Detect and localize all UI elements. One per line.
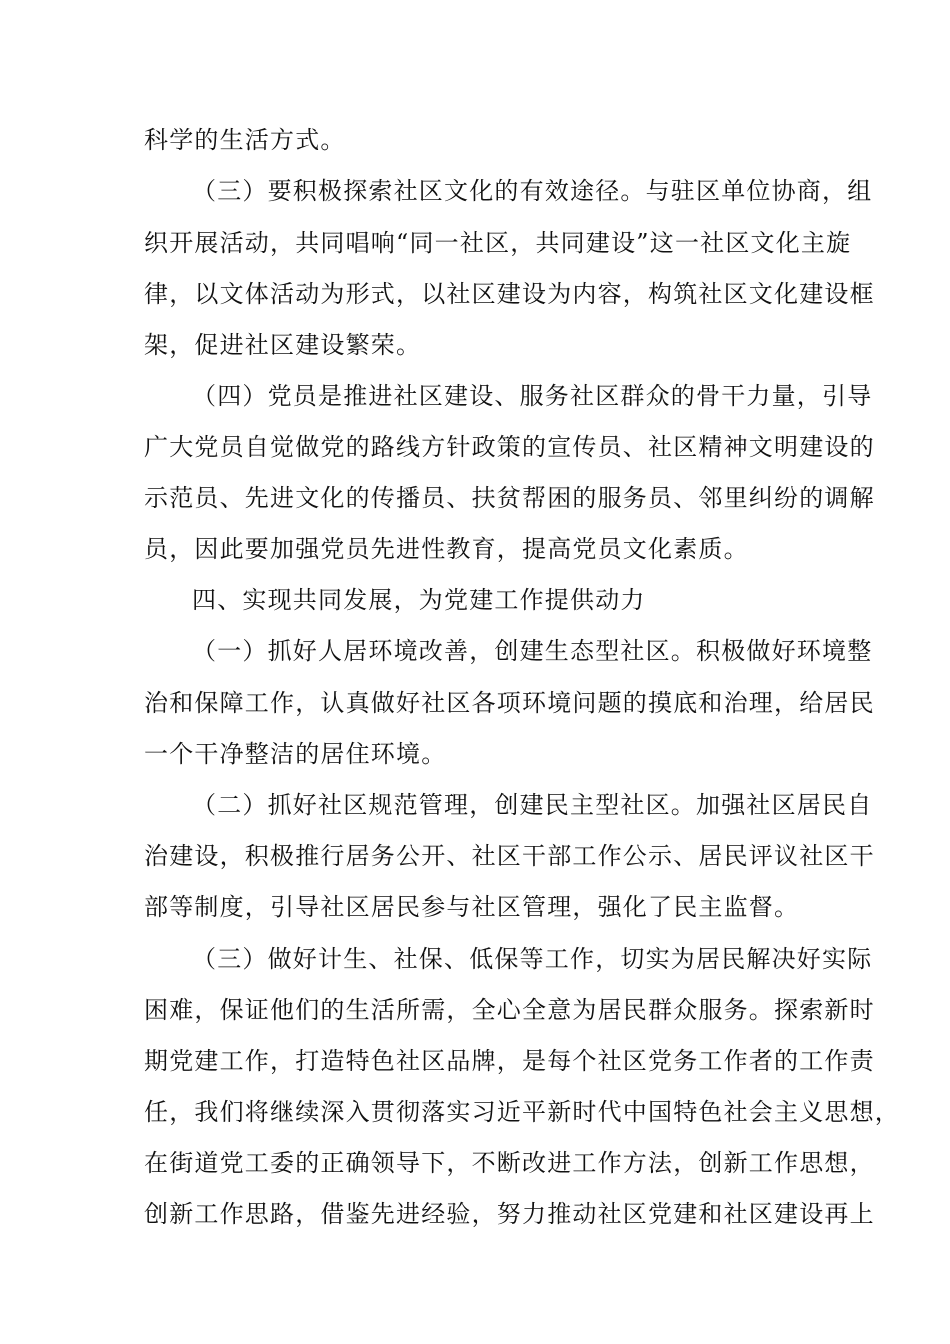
text-line: 一个干净整洁的居住环境。 <box>144 740 447 768</box>
text-line: 治和保障工作，认真做好社区各项环境问题的摸底和治理，给居民 <box>144 689 875 717</box>
text-line: 科学的生活方式。 <box>144 126 346 154</box>
text-line: 在街道党工委的正确领导下，不断改进工作方法，创新工作思想， <box>144 1149 875 1177</box>
text-line: 广大党员自觉做党的路线方针政策的宣传员、社区精神文明建设的 <box>144 433 875 461</box>
text-line: （一）抓好人居环境改善，创建生态型社区。积极做好环境整 <box>192 637 873 665</box>
text-line: 示范员、先进文化的传播员、扶贫帮困的服务员、邻里纠纷的调解 <box>144 484 875 512</box>
text-line: 员，因此要加强党员先进性教育，提高党员文化素质。 <box>144 535 749 563</box>
text-line: 律，以文体活动为形式，以社区建设为内容，构筑社区文化建设框 <box>144 280 875 308</box>
text-line: （三）做好计生、社保、低保等工作，切实为居民解决好实际 <box>192 945 873 973</box>
section-heading: 四、实现共同发展，为党建工作提供动力 <box>192 586 646 614</box>
text-line: 困难，保证他们的生活所需，全心全意为居民群众服务。探索新时 <box>144 996 875 1024</box>
text-line: （四）党员是推进社区建设、服务社区群众的骨干力量，引导 <box>192 382 873 410</box>
text-line: （三）要积极探索社区文化的有效途径。与驻区单位协商，组 <box>192 177 873 205</box>
text-line: 部等制度，引导社区居民参与社区管理，强化了民主监督。 <box>144 893 800 921</box>
text-line: 创新工作思路，借鉴先进经验，努力推动社区党建和社区建设再上 <box>144 1200 875 1228</box>
text-line: 架，促进社区建设繁荣。 <box>144 331 422 359</box>
text-line: （二）抓好社区规范管理，创建民主型社区。加强社区居民自 <box>192 791 873 819</box>
text-line: 任，我们将继续深入贯彻落实习近平新时代中国特色社会主义思想， <box>144 1098 900 1126</box>
text-line: 期党建工作，打造特色社区品牌，是每个社区党务工作者的工作责 <box>144 1047 875 1075</box>
text-line: 治建设，积极推行居务公开、社区干部工作公示、居民评议社区干 <box>144 842 875 870</box>
text-line: 织开展活动，共同唱响“同一社区，共同建设”这一社区文化主旋 <box>144 229 852 257</box>
